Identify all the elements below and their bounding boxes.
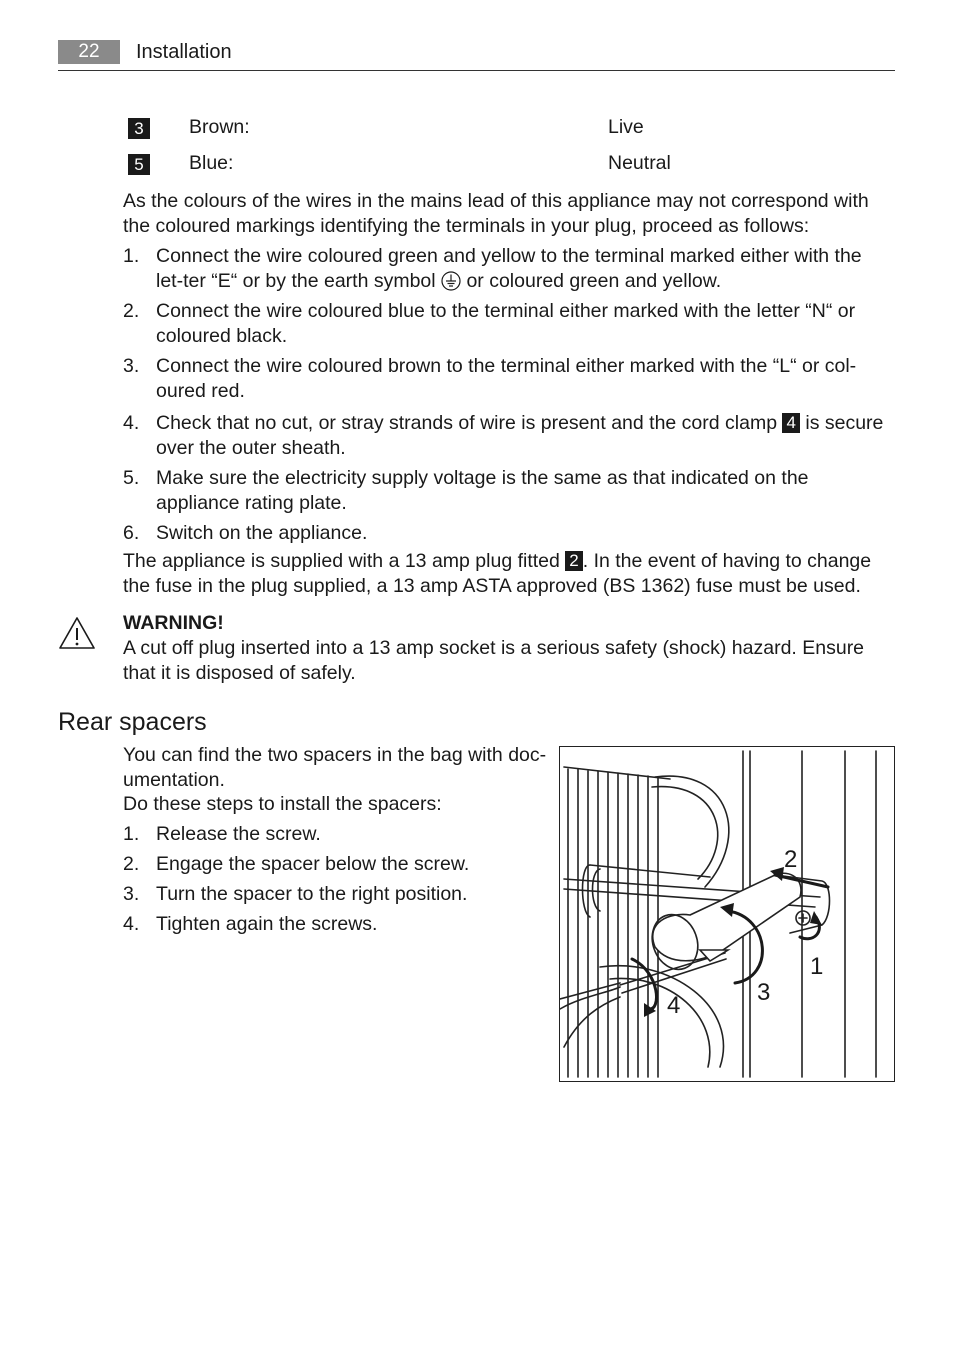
list-item [123, 354, 893, 404]
callout-1: 1 [810, 953, 824, 980]
plug-note [123, 549, 895, 599]
callout-2: 2 [784, 846, 798, 873]
step-number: 6. [123, 522, 140, 544]
callout-4: 4 [667, 992, 681, 1019]
step-number: 3. [123, 883, 140, 905]
spacer-illustration [560, 747, 894, 1081]
list-item [123, 822, 543, 847]
step-number: 1. [123, 245, 140, 267]
wire-row-blue [128, 154, 150, 175]
list-item [123, 852, 543, 877]
list-item [123, 882, 543, 907]
plug-note-text-cont: . In the event of having to change the fuse in the plug supplied, a 13 amp ASTA approved (BS 1362) fuse must be used. [123, 550, 872, 597]
warning-title: WARNING! [123, 612, 224, 634]
step-number: 5. [123, 467, 140, 489]
step-text-cont: or coloured green and yellow. [466, 270, 722, 292]
spacers-instruction: Do these steps to install the spacers: [123, 793, 442, 815]
spacers-intro: You can find the two spacers in the bag with doc-umentation. [123, 744, 547, 791]
wire-value-neutral: Neutral [608, 152, 671, 174]
step-text: Check that no cut, or stray strands of wire is present and the cord clamp [156, 412, 778, 434]
step-number: 2. [123, 853, 140, 875]
callout-3: 3 [757, 979, 771, 1006]
step-number: 2. [123, 300, 140, 322]
warning-triangle-icon [58, 616, 96, 650]
plug-note-text: The appliance is supplied with a 13 amp plug fitted [123, 550, 560, 572]
header-divider [58, 70, 895, 71]
page-number: 22 [58, 40, 120, 64]
list-item [123, 299, 893, 349]
step-number: 4. [123, 913, 140, 935]
wire-label-brown: Brown: [189, 116, 250, 138]
step-text: Release the screw. [156, 823, 321, 845]
badge-4: 4 [782, 413, 799, 433]
step-text: Make sure the electricity supply voltage is the same as that indicated on the appliance rating plate. [156, 467, 809, 514]
list-item [123, 912, 543, 937]
list-item [123, 411, 893, 461]
step-text: Connect the wire coloured blue to the terminal either marked with the letter “N“ or coloured black. [156, 300, 856, 347]
list-item [123, 521, 893, 546]
badge-3: 3 [128, 118, 150, 139]
wire-value-live: Live [608, 116, 644, 138]
section-header: Installation [136, 41, 232, 63]
step-text: Tighten again the screws. [156, 913, 378, 935]
earth-symbol-icon [441, 271, 461, 291]
intro-paragraph: As the colours of the wires in the mains lead of this appliance may not correspond with the coloured markings identifying the terminals in your plug, proceed as follows: [123, 190, 869, 237]
badge-2: 2 [565, 551, 582, 571]
step-text: Connect the wire coloured brown to the terminal either marked with the “L“ or col-oured red. [156, 355, 857, 402]
step-text: Switch on the appliance. [156, 522, 368, 544]
spacer-installation-figure [559, 746, 895, 1082]
step-number: 1. [123, 823, 140, 845]
badge-5: 5 [128, 154, 150, 175]
list-item [123, 466, 893, 516]
step-text: Engage the spacer below the screw. [156, 853, 470, 875]
step-number: 4. [123, 412, 140, 434]
warning-text: A cut off plug inserted into a 13 amp socket is a serious safety (shock) hazard. Ensure that it is disposed of safely. [123, 637, 865, 684]
step-text: Turn the spacer to the right position. [156, 883, 468, 905]
step-number: 3. [123, 355, 140, 377]
step-text-cont: is secure over the outer sheath. [156, 412, 884, 459]
list-item [123, 244, 893, 294]
step-text: Connect the wire coloured green and yellow to the terminal marked either with the let-ter “E“ or by the earth symbol [156, 245, 862, 292]
wire-row-brown [128, 118, 150, 139]
wire-label-blue: Blue: [189, 152, 234, 174]
section-title: Rear spacers [58, 708, 207, 736]
